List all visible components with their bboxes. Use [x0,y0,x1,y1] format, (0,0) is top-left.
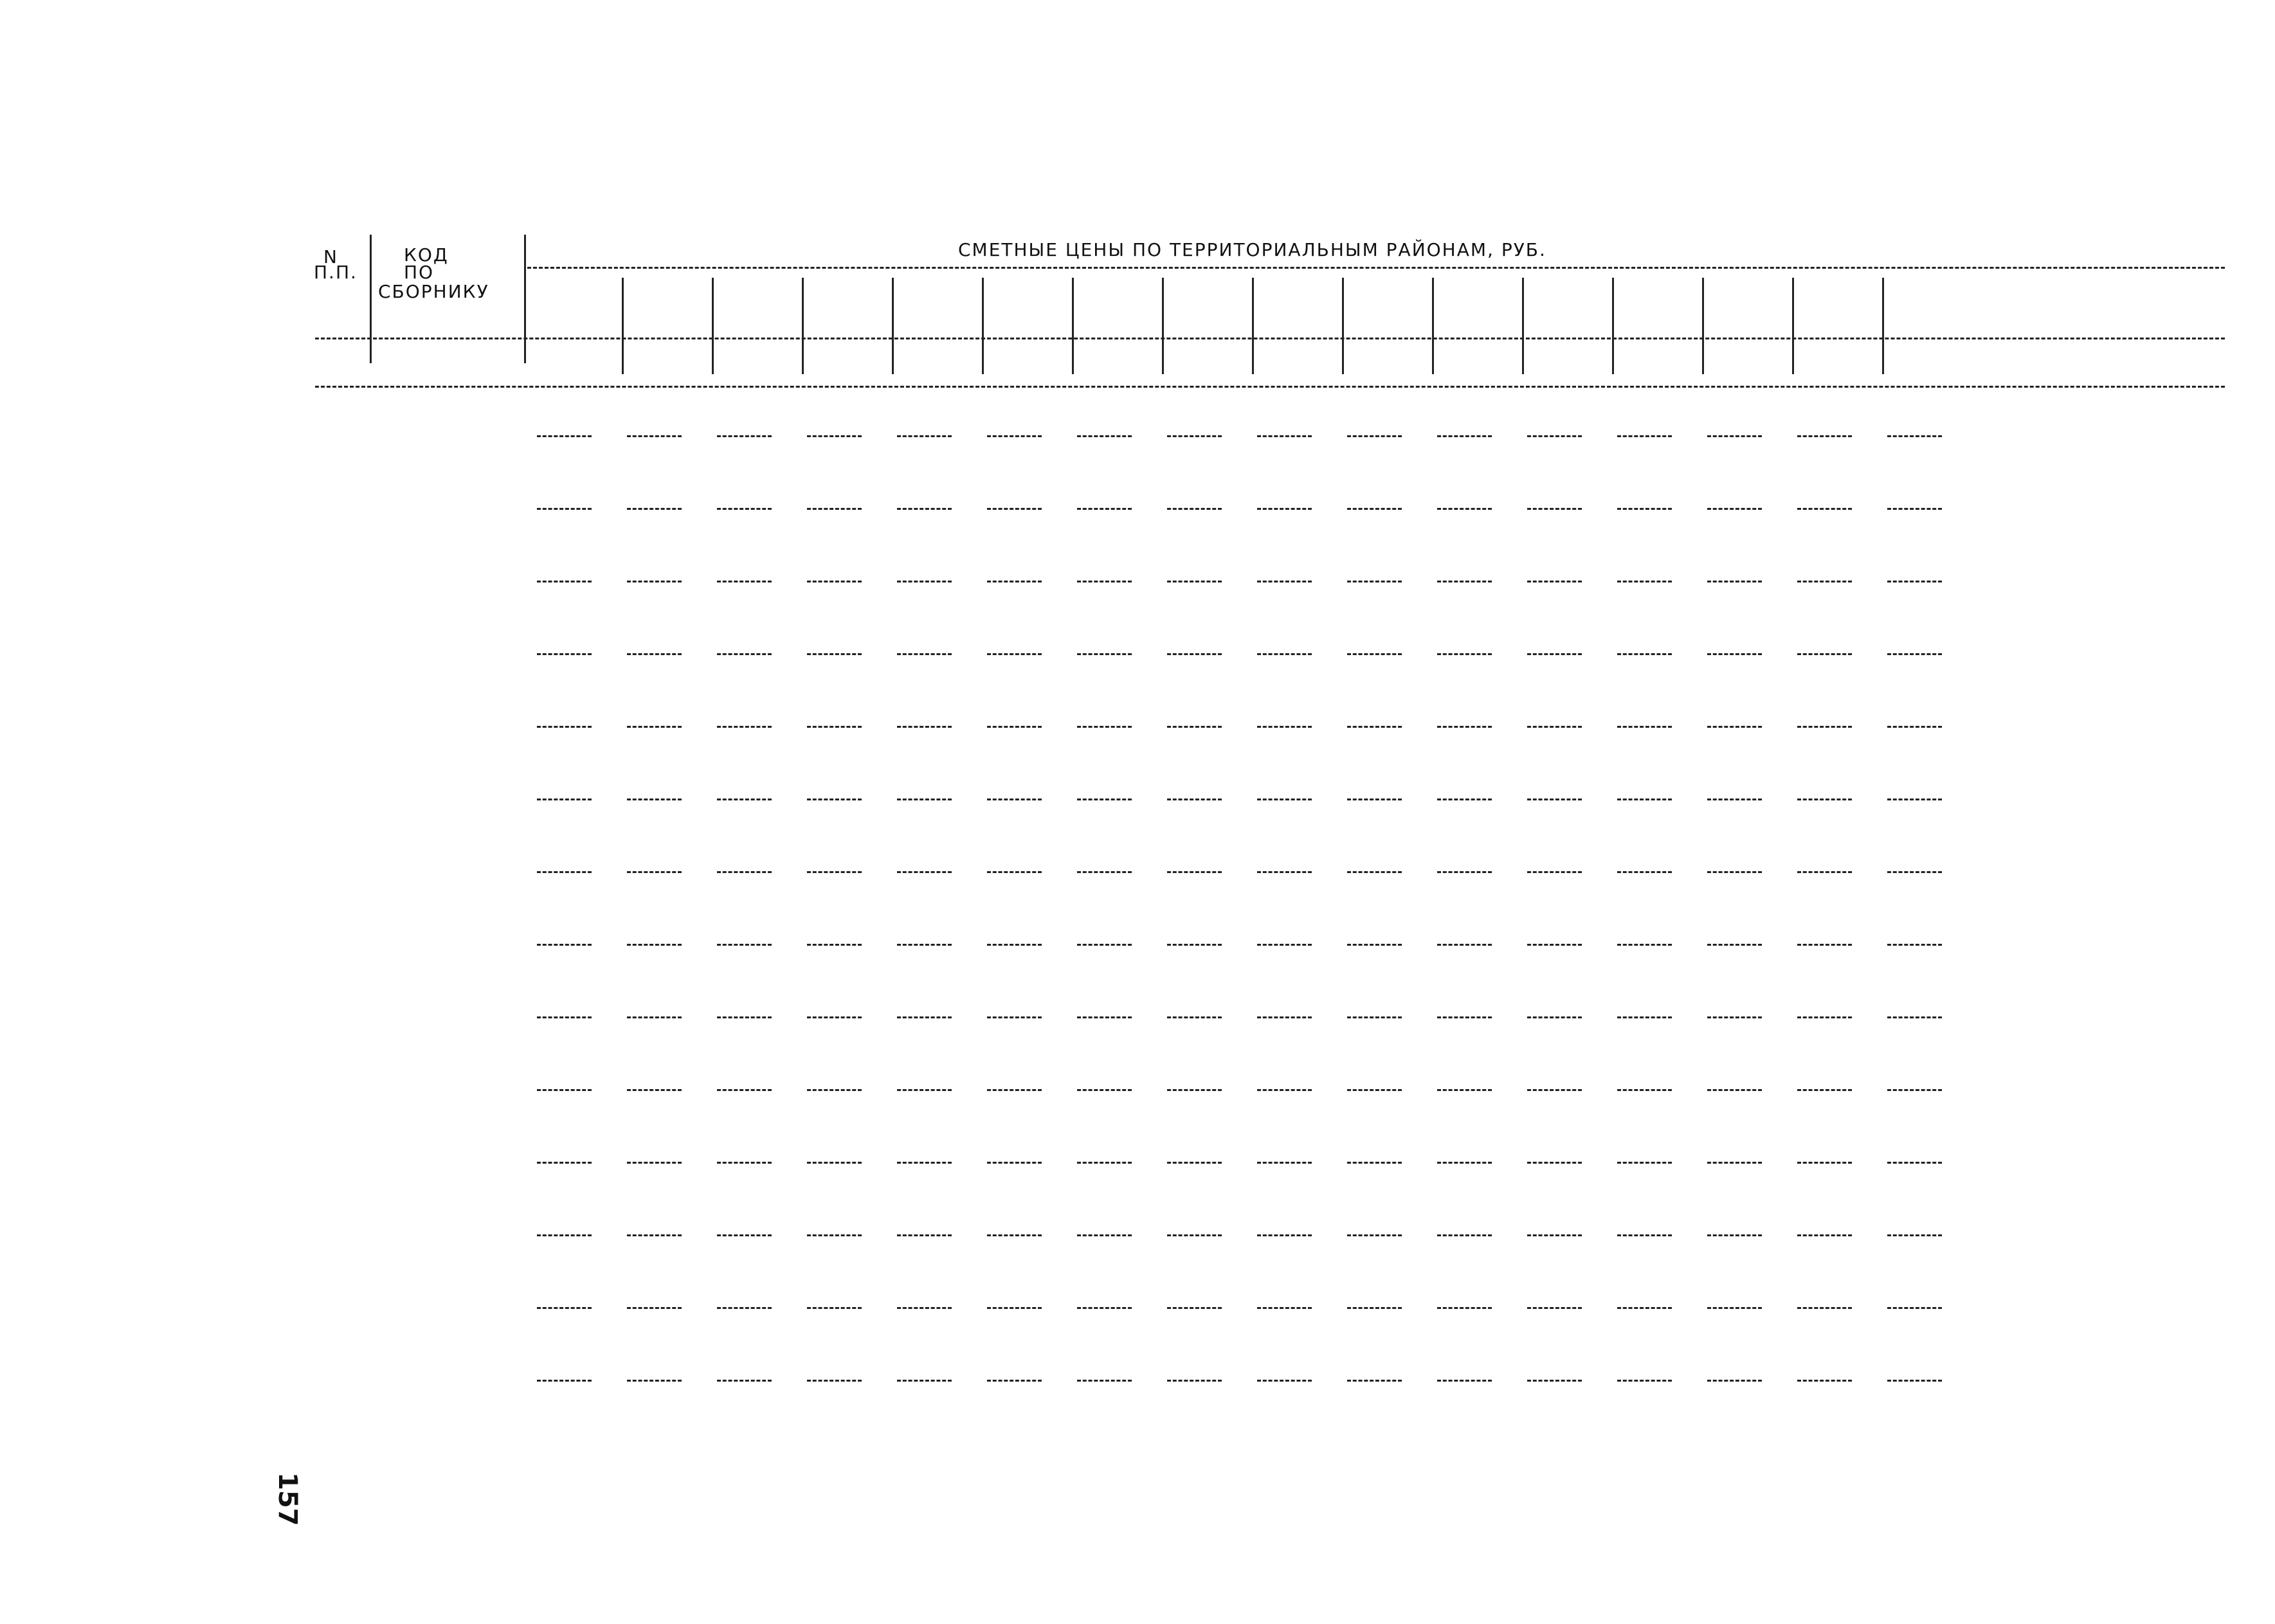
fraction-bar [987,1016,1042,1018]
region-divider-10 [1432,278,1434,374]
fraction-bar [1707,435,1762,437]
fraction-bar [1347,653,1402,655]
fraction-bar [1527,1089,1582,1091]
fraction-bar [627,798,682,800]
fraction-bar [1347,798,1402,800]
fraction-bar [987,435,1042,437]
fraction-bar [717,726,772,728]
fraction-bar [807,1089,862,1091]
fraction-bar [1707,653,1762,655]
table-title: СМЕТНЫЕ ЦЕНЫ ПО ТЕРРИТОРИАЛЬНЫМ РАЙОНАМ, РУБ. [958,239,1546,260]
header-divider-main [524,235,526,363]
fraction-bar [897,1380,952,1382]
fraction-bar [987,1234,1042,1236]
fraction-bar [1527,581,1582,582]
fraction-bar [897,1089,952,1091]
region-divider-11 [1522,278,1524,374]
fraction-bar [807,1234,862,1236]
fraction-bar [1527,871,1582,873]
fraction-bar [1347,944,1402,946]
fraction-bar [627,1234,682,1236]
fraction-bar [1077,871,1132,873]
fraction-bar [1617,1016,1672,1018]
header-divider-left [370,235,372,363]
fraction-bar [1347,1234,1402,1236]
fraction-bar [1617,435,1672,437]
fraction-bar [1167,1016,1222,1018]
fraction-bar [1707,1162,1762,1164]
fraction-bar [1437,1089,1492,1091]
fraction-bar [1257,944,1312,946]
fraction-bar [1527,726,1582,728]
fraction-bar [1077,581,1132,582]
region-divider-14 [1792,278,1794,374]
fraction-bar [897,1016,952,1018]
fraction-bar [807,435,862,437]
fraction-bar [1707,1234,1762,1236]
fraction-bar [537,1162,592,1164]
fraction-bar [1887,1234,1942,1236]
header-code-3: СБОРНИКУ [378,281,489,302]
header-pp: П.П. [314,262,358,283]
fraction-bar [897,581,952,582]
fraction-bar [1347,435,1402,437]
fraction-bar [627,871,682,873]
fraction-bar [1437,508,1492,510]
region-divider-9 [1342,278,1344,374]
fraction-bar [1077,798,1132,800]
fraction-bar [1887,726,1942,728]
fraction-bar [1527,653,1582,655]
fraction-bar [1077,1234,1132,1236]
fraction-bar [1887,653,1942,655]
fraction-bar [897,798,952,800]
fraction-bar [537,1380,592,1382]
fraction-bar [627,1380,682,1382]
fraction-bar [717,435,772,437]
fraction-bar [1257,1016,1312,1018]
fraction-bar [537,1307,592,1309]
fraction-bar [897,1307,952,1309]
title-underline [527,267,2225,269]
fraction-bar [1437,1307,1492,1309]
fraction-bar [1617,726,1672,728]
fraction-bar [1167,581,1222,582]
fraction-bar [1257,1162,1312,1164]
fraction-bar [627,1162,682,1164]
fraction-bar [807,1380,862,1382]
fraction-bar [537,1234,592,1236]
fraction-bar [1707,1016,1762,1018]
fraction-bar [1167,653,1222,655]
fraction-bar [1617,1307,1672,1309]
fraction-bar [1437,435,1492,437]
fraction-bar [1617,1380,1672,1382]
fraction-bar [1527,1234,1582,1236]
fraction-bar [1077,944,1132,946]
fraction-bar [717,508,772,510]
fraction-bar [627,1089,682,1091]
fraction-bar [987,581,1042,582]
fraction-bar [1617,1234,1672,1236]
fraction-bar [1797,944,1852,946]
fraction-bar [807,1307,862,1309]
fraction-bar [627,508,682,510]
fraction-bar [807,508,862,510]
region-divider-5 [982,278,984,374]
region-divider-6 [1072,278,1074,374]
fraction-bar [1167,435,1222,437]
fraction-bar [1797,798,1852,800]
fraction-bar [537,435,592,437]
fraction-bar [1707,726,1762,728]
fraction-bar [627,726,682,728]
fraction-bar [897,1234,952,1236]
header-n: N [323,246,338,267]
fraction-bar [627,435,682,437]
fraction-bar [1617,798,1672,800]
region-divider-12 [1612,278,1614,374]
fraction-bar [1887,798,1942,800]
fraction-bar [1527,508,1582,510]
fraction-bar [717,1380,772,1382]
fraction-bar [807,1016,862,1018]
fraction-bar [537,508,592,510]
fraction-bar [1617,944,1672,946]
fraction-bar [1077,726,1132,728]
fraction-bar [1797,435,1852,437]
fraction-bar [987,944,1042,946]
fraction-bar [1527,435,1582,437]
fraction-bar [1527,944,1582,946]
fraction-bar [807,581,862,582]
fraction-bar [897,726,952,728]
page-number: 157 [273,1472,302,1526]
fraction-bar [1707,1089,1762,1091]
fraction-bar [717,871,772,873]
fraction-bar [1347,1162,1402,1164]
fraction-bar [897,435,952,437]
fraction-bar [1887,508,1942,510]
fraction-bar [537,798,592,800]
fraction-bar [1437,1162,1492,1164]
fraction-bar [1617,581,1672,582]
fraction-bar [627,653,682,655]
fraction-bar [807,1162,862,1164]
fraction-bar [1707,1380,1762,1382]
fraction-bar [1257,653,1312,655]
fraction-bar [717,1307,772,1309]
fraction-bar [897,1162,952,1164]
fraction-bar [537,1016,592,1018]
fraction-bar [537,581,592,582]
fraction-bar [1077,1307,1132,1309]
fraction-bar [1707,581,1762,582]
fraction-bar [1707,1307,1762,1309]
fraction-bar [1257,1234,1312,1236]
fraction-bar [1527,1162,1582,1164]
fraction-bar [1617,508,1672,510]
fraction-bar [1527,1380,1582,1382]
fraction-bar [717,1089,772,1091]
region-divider-7 [1162,278,1164,374]
fraction-bar [627,1307,682,1309]
fraction-bar [1167,508,1222,510]
fraction-bar [1797,581,1852,582]
fraction-bar [1437,1234,1492,1236]
fraction-bar [1797,871,1852,873]
fraction-bar [1347,581,1402,582]
fraction-bar [897,871,952,873]
fraction-bar [1077,1089,1132,1091]
region-divider-13 [1702,278,1704,374]
fraction-bar [987,1307,1042,1309]
fraction-bar [1707,508,1762,510]
fraction-bar [537,871,592,873]
fraction-bar [1887,435,1942,437]
fraction-bar [987,508,1042,510]
fraction-bar [717,1162,772,1164]
fraction-bar [537,1089,592,1091]
fraction-bar [1167,944,1222,946]
fraction-bar [717,798,772,800]
region-divider-8 [1252,278,1254,374]
fraction-bar [1077,1380,1132,1382]
fraction-bar [1797,508,1852,510]
fraction-bar [1347,1016,1402,1018]
fraction-bar [1617,871,1672,873]
fraction-bar [1257,871,1312,873]
fraction-bar [1077,435,1132,437]
fraction-bar [1797,1162,1852,1164]
fraction-bar [1527,1016,1582,1018]
fraction-bar [897,944,952,946]
fraction-bar [1887,1162,1942,1164]
fraction-bar [987,726,1042,728]
fraction-bar [807,726,862,728]
fraction-bar [1707,944,1762,946]
fraction-bar [1257,1380,1312,1382]
fraction-bar [627,1016,682,1018]
fraction-bar [1797,653,1852,655]
fraction-bar [1347,1089,1402,1091]
fraction-bar [1797,726,1852,728]
fraction-bar [1887,944,1942,946]
fraction-bar [1887,1307,1942,1309]
fraction-bar [1077,1162,1132,1164]
region-divider-2 [712,278,714,374]
fraction-bar [1347,1307,1402,1309]
fraction-bar [1617,1162,1672,1164]
fraction-bar [1257,1089,1312,1091]
fraction-bar [717,581,772,582]
fraction-bar [1437,581,1492,582]
fraction-bar [1797,1234,1852,1236]
fraction-bar [1167,798,1222,800]
fraction-bar [1167,1234,1222,1236]
fraction-bar [1887,871,1942,873]
fraction-bar [1437,653,1492,655]
fraction-bar [1347,508,1402,510]
fraction-bar [1257,726,1312,728]
fraction-bar [1167,726,1222,728]
fraction-bar [1437,798,1492,800]
fraction-bar [1167,1162,1222,1164]
fraction-bar [1707,871,1762,873]
fraction-bar [807,798,862,800]
fraction-bar [717,944,772,946]
header-code-2: ПО [404,262,435,283]
fraction-bar [1257,798,1312,800]
fraction-bar [987,1380,1042,1382]
fraction-bar [717,653,772,655]
fraction-bar [1077,1016,1132,1018]
fraction-bar [1167,1307,1222,1309]
fraction-bar [1257,581,1312,582]
fraction-bar [537,944,592,946]
fraction-bar [1797,1307,1852,1309]
region-divider-1 [622,278,624,374]
fraction-bar [1347,871,1402,873]
fraction-bar [1257,508,1312,510]
fraction-bar [1617,1089,1672,1091]
region-divider-4 [892,278,894,374]
fraction-bar [987,871,1042,873]
fraction-bar [1437,726,1492,728]
fraction-bar [987,1162,1042,1164]
region-divider-15 [1882,278,1884,374]
fraction-bar [627,581,682,582]
fraction-bar [1347,726,1402,728]
fraction-bar [1077,653,1132,655]
fraction-bar [627,944,682,946]
fraction-bar [1887,1016,1942,1018]
header-code-1: КОД [404,244,449,266]
fraction-bar [987,1089,1042,1091]
fraction-bar [1887,1089,1942,1091]
fraction-bar [1887,1380,1942,1382]
fraction-bar [537,653,592,655]
header-separator [315,338,2225,339]
fraction-bar [1887,581,1942,582]
region-divider-3 [802,278,804,374]
fraction-bar [897,653,952,655]
fraction-bar [1437,944,1492,946]
fraction-bar [897,508,952,510]
fraction-bar [537,726,592,728]
fraction-bar [1707,798,1762,800]
fraction-bar [1797,1380,1852,1382]
fraction-bar [1167,871,1222,873]
fraction-bar [1257,435,1312,437]
fraction-bar [1617,653,1672,655]
fraction-bar [807,871,862,873]
fraction-bar [807,944,862,946]
fraction-bar [1437,1380,1492,1382]
fraction-bar [1347,1380,1402,1382]
fraction-bar [807,653,862,655]
fraction-bar [1527,1307,1582,1309]
fraction-bar [1797,1016,1852,1018]
fraction-bar [1527,798,1582,800]
fraction-bar [1437,871,1492,873]
fraction-bar [1077,508,1132,510]
fraction-bar [1797,1089,1852,1091]
fraction-bar [987,653,1042,655]
fraction-bar [1437,1016,1492,1018]
fraction-bar [717,1234,772,1236]
fraction-bar [1257,1307,1312,1309]
fraction-bar [1167,1380,1222,1382]
fraction-bar [987,798,1042,800]
fraction-bar [717,1016,772,1018]
fraction-bar [1167,1089,1222,1091]
index-separator [315,386,2225,388]
